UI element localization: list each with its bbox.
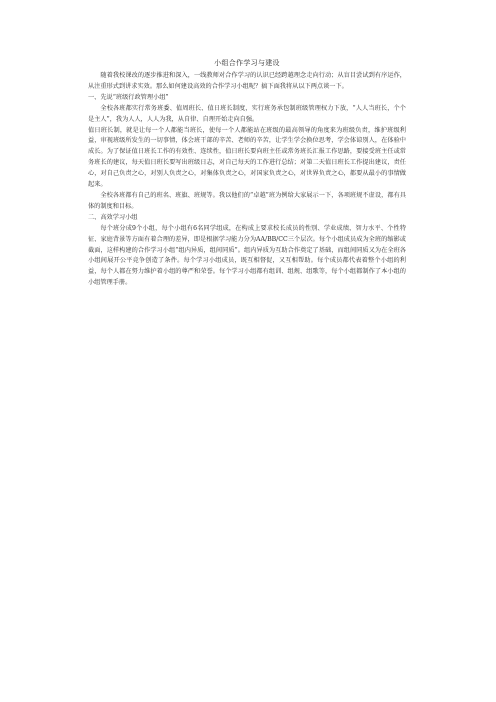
section-1-paragraph-3: 全校各班都有自己的班名、班旗、班规等。我以他们的“卓越”班为例给大家展示一下，各项班规不虚设，都有具体的制度和目标。 (88, 191, 406, 210)
section-1-paragraph-1: 全校各班都实行常务班委、值周班长、值日班长制度，实行班务承包制班级管理权力下放，“人人当班长，个个是主人”，我为人人，人人为我，从自律、自理开始走向自强。 (88, 104, 406, 123)
section-2-heading: 二、高效学习小组 (88, 213, 138, 221)
document-title: 小组合作学习与建设 (214, 59, 280, 67)
intro-paragraph: 随着我校课改的逐步推进和深入，一线教师对合作学习的认识已经跨越理念走向行动；从盲目尝试到有序运作，从注重形式到讲求实效。那么如何建设高效的合作学习小组呢？搞下面我将从以下两点谈一下。 (88, 72, 406, 90)
section-1-heading: 一、先说“班级行政管理小组” (88, 93, 169, 101)
section-1-paragraph-2: 值日班长制，就是让每一个人都能当班长，使每一个人都能站在班级的最高领导的角度来为班级负责，维护班级利益，审视班级所发生的一切事情，体会班干部的辛苦、老师的辛苦，让学生学会换位思考，学会体谅别人，在体验中成长。为了保证值日班长工作的有效性、连续性，值日班长要向班主任或常务班长汇报工作思路，要接受班主任或常务班长的建议，每天值日班长要写出班级日志，对自己每天的工作进行总结；对第二天值日班长工作提出建议，责任心，对自己负责之心，对别人负责之心，对集体负责之心，对国家负责之心，对世界负责之心，都要从最小的事情做起来。 (88, 126, 406, 189)
section-2-paragraph-1: 每个班分成9个小组，每个小组有6名同学组成，在构成上要求校长成员的性别、学业成绩、智力水平、个性特征、家庭背景等方面有着合理的差异，即是根据学习能力分为AA/BB/CC三个层次。每个小组成员成为全班的缩影或截面，这样构建的合作学习小组“组内异质，组间同质”。组内异质为互助合作奠定了基础，而组间同质又为在全班各小组间展开公平竞争创造了条件。每个学习小组成员，既互相督促，又互相帮助。每个成员都代表着整个小组的利益，每个人都在努力维护着小组的尊严和荣誉。每个学习小组都有组训、组规、组歌等，每个小组都制作了本小组的小组管理手册。 (88, 224, 406, 287)
document-page (88, 58, 406, 289)
